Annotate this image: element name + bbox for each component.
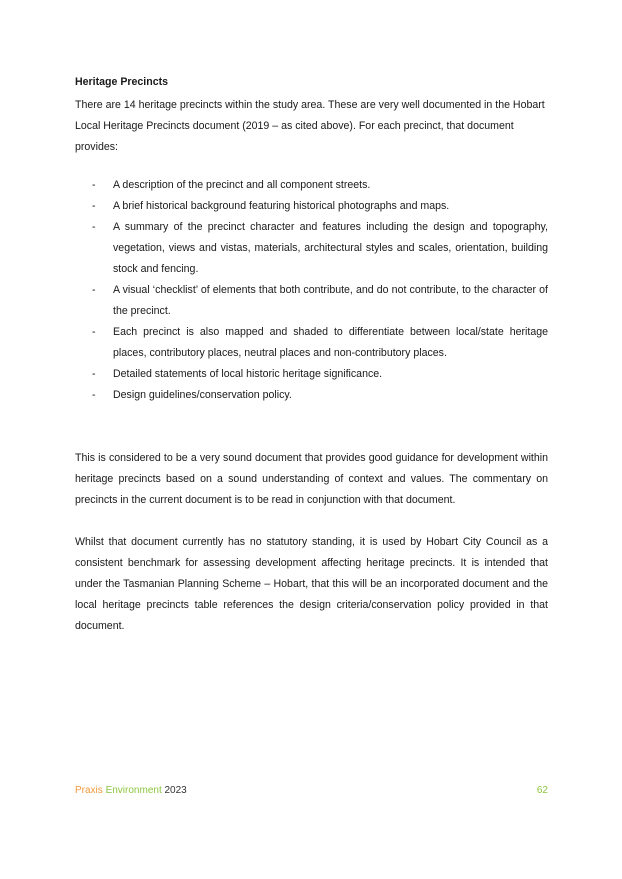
statutory-paragraph: Whilst that document currently has no statutory standing, it is used by Hobart City Council as a consistent benchmark for assessing development affecting heritage precincts. It is intended that under the Tasmanian Planning Scheme – Hobart, that this will be an incorporated document and the local heritage precincts table references the design criteria/conservation policy provided in that document. xyxy=(75,536,548,632)
bullet-dash: - xyxy=(92,200,96,212)
bullet-dash: - xyxy=(92,284,96,296)
list-item-text: A description of the precinct and all component streets. xyxy=(113,179,371,191)
bullet-dash: - xyxy=(92,389,96,401)
spacer xyxy=(75,406,548,448)
list-item xyxy=(75,322,548,364)
list-item xyxy=(75,385,548,406)
list-item-text: A summary of the precinct character and features including the design and topography, vegetation, views and vistas, materials, architectural styles and scales, orientation, building stock and fencing. xyxy=(113,221,548,275)
list-item-text: Detailed statements of local historic heritage significance. xyxy=(113,368,383,380)
page-number: 62 xyxy=(536,785,548,796)
intro-paragraph: There are 14 heritage precincts within the study area. These are very well documented in the Hobart Local Heritage Precincts document (2019 – as cited above). For each precinct, that document provides: xyxy=(75,99,545,153)
bullet-dash: - xyxy=(92,221,96,233)
page-footer xyxy=(75,783,548,799)
bullet-dash: - xyxy=(92,326,96,338)
footer-brand-environment: Environment xyxy=(105,785,162,796)
list-item-text: A brief historical background featuring historical photographs and maps. xyxy=(113,200,450,212)
page-body xyxy=(75,73,548,637)
assessment-paragraph: This is considered to be a very sound document that provides good guidance for development within heritage precincts based on a sound understanding of context and values. The commentary on precincts in the current document is to be read in conjunction with that document. xyxy=(75,452,548,506)
precinct-provisions-list xyxy=(75,175,548,406)
spacer xyxy=(75,511,548,532)
section-heading: Heritage Precincts xyxy=(75,76,169,88)
footer-year: 2023 xyxy=(164,785,187,796)
list-item xyxy=(75,175,548,196)
bullet-dash: - xyxy=(92,179,96,191)
list-item xyxy=(75,217,548,280)
list-item xyxy=(75,280,548,322)
list-item xyxy=(75,364,548,385)
list-item-text: Each precinct is also mapped and shaded to differentiate between local/state heritage places, contributory places, neutral places and non-contributory places. xyxy=(113,326,548,359)
bullet-dash: - xyxy=(92,368,96,380)
list-item xyxy=(75,196,548,217)
list-item-text: Design guidelines/conservation policy. xyxy=(113,389,292,401)
footer-brand-praxis: Praxis xyxy=(75,785,103,796)
list-item-text: A visual ‘checklist’ of elements that both contribute, and do not contribute, to the character of the precinct. xyxy=(113,284,548,317)
